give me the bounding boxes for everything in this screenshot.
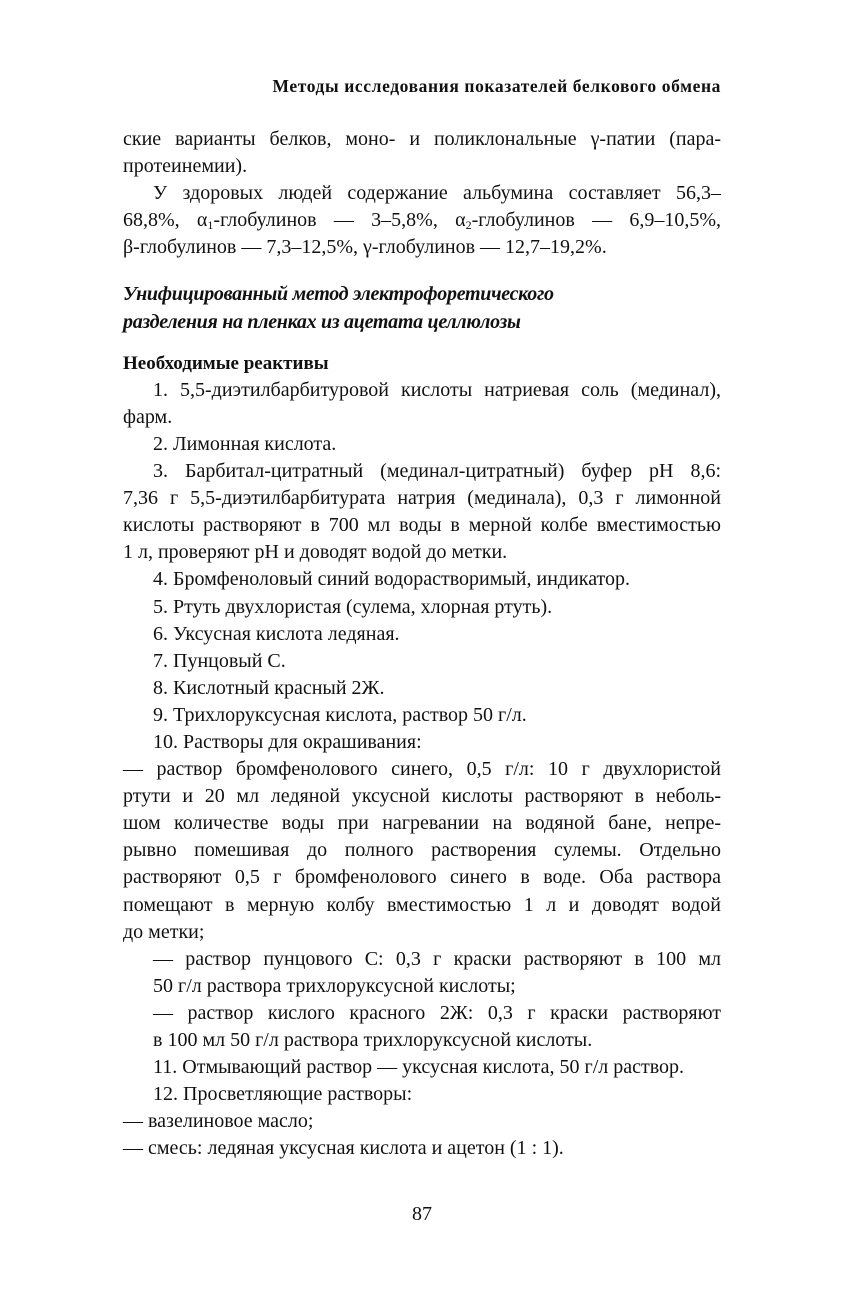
paragraph [123, 1081, 721, 1108]
text-line: — раствор пунцового С: 0,3 г краски растворяют в 100 мл [153, 947, 721, 970]
text-line: 11. Отмывающий раствор — уксусная кислота, 50 г/л раствор. [153, 1056, 685, 1079]
text-line: — раствор кислого красного 2Ж: 0,3 г краски растворяют [153, 1001, 721, 1024]
paragraph [123, 675, 721, 702]
text-line: 68,8%, $\alpha_1$-глобулинов — 3–5,8%, $\alpha_2$-глобулинов — 6,9–10,5%, [123, 209, 721, 233]
text-line: 9. Трихлоруксусная кислота, раствор 50 г/л. [153, 703, 527, 726]
page-number: 87 [412, 1203, 432, 1225]
paragraph [123, 1108, 721, 1135]
paragraph [123, 431, 721, 458]
text-line: разделения на пленках из ацетата целлюлозы [123, 310, 521, 333]
paragraph [123, 594, 721, 621]
text-line: — смесь: ледяная уксусная кислота и ацетон (1 : 1). [123, 1137, 564, 1160]
text-line: 3. Барбитал-цитратный (мединал-цитратный) буфер pH 8,6: [153, 460, 721, 483]
paragraph [123, 566, 721, 593]
text-line: У здоровых людей содержание альбумина составляет 56,3– [153, 182, 721, 205]
text-line: 12. Просветляющие растворы: [153, 1083, 413, 1106]
text-line: ртути и 20 мл ледяной уксусной кислоты растворяют в неболь- [123, 785, 721, 808]
paragraph [123, 1000, 721, 1054]
text-line: фарм. [123, 405, 173, 428]
text-line: 7. Пунцовый С. [153, 649, 286, 672]
text-line: — раствор бромфенолового синего, 0,5 г/л: 10 г двухлористой [123, 758, 721, 781]
paragraph [123, 377, 721, 431]
paragraph [123, 729, 721, 756]
text-line: растворяют 0,5 г бромфенолового синего в воде. Оба раствора [123, 866, 721, 889]
text-line: шом количестве воды при нагревании на водяной бане, непре- [123, 812, 721, 835]
text-line: протеинемии). [123, 155, 248, 178]
subheading [123, 350, 721, 377]
text-line: Унифицированный метод электрофоретического [123, 283, 554, 306]
paragraph [123, 621, 721, 648]
text-line: помещают в мерную колбу вместимостью 1 л и доводят водой [123, 893, 721, 916]
text-line: 6. Уксусная кислота ледяная. [153, 622, 400, 645]
text-line: 50 г/л раствора трихлоруксусной кислоты; [153, 974, 516, 997]
text-line: 4. Бромфеноловый синий водорастворимый, индикатор. [153, 568, 631, 591]
text-line: 7,36 г 5,5-диэтилбарбитурата натрия (мединала), 0,3 г лимонной [123, 487, 721, 510]
paragraph [123, 756, 721, 946]
paragraph [123, 1135, 721, 1162]
page-body [123, 126, 721, 1162]
text-line: 1 л, проверяют pH и доводят водой до метки. [123, 541, 508, 564]
text-line: — вазелиновое масло; [123, 1110, 314, 1133]
text-line: до метки; [123, 920, 205, 943]
section-title [123, 281, 721, 335]
text-line: 10. Растворы для окрашивания: [153, 730, 422, 753]
text-line: 2. Лимонная кислота. [153, 432, 337, 455]
paragraph [123, 946, 721, 1000]
paragraph [123, 126, 721, 180]
paragraph [123, 1054, 721, 1081]
paragraph [123, 458, 721, 566]
paragraph [123, 648, 721, 675]
text-line: 5. Ртуть двухлористая (сулема, хлорная ртуть). [153, 595, 553, 618]
text-line: кислоты растворяют в 700 мл воды в мерной колбе вместимостью [123, 514, 721, 537]
paragraph [123, 180, 721, 261]
text-line: 8. Кислотный красный 2Ж. [153, 676, 385, 699]
paragraph [123, 702, 721, 729]
text-line: 1. 5,5-диэтилбарбитуровой кислоты натриевая соль (мединал), [153, 378, 721, 401]
text-line: в 100 мл 50 г/л раствора трихлоруксусной кислоты. [153, 1029, 593, 1051]
text-line: Необходимые реактивы [123, 352, 329, 374]
text-line: рывно помешивая до полного растворения сулемы. Отдельно [123, 839, 721, 862]
text-line: ские варианты белков, моно- и поликлональные γ-патии (пара- [123, 128, 721, 150]
running-head: Методы исследования показателей белкового обмена [272, 76, 721, 96]
text-line: β-глобулинов — 7,3–12,5%, γ-глобулинов — 12,7–19,2%. [123, 236, 607, 259]
